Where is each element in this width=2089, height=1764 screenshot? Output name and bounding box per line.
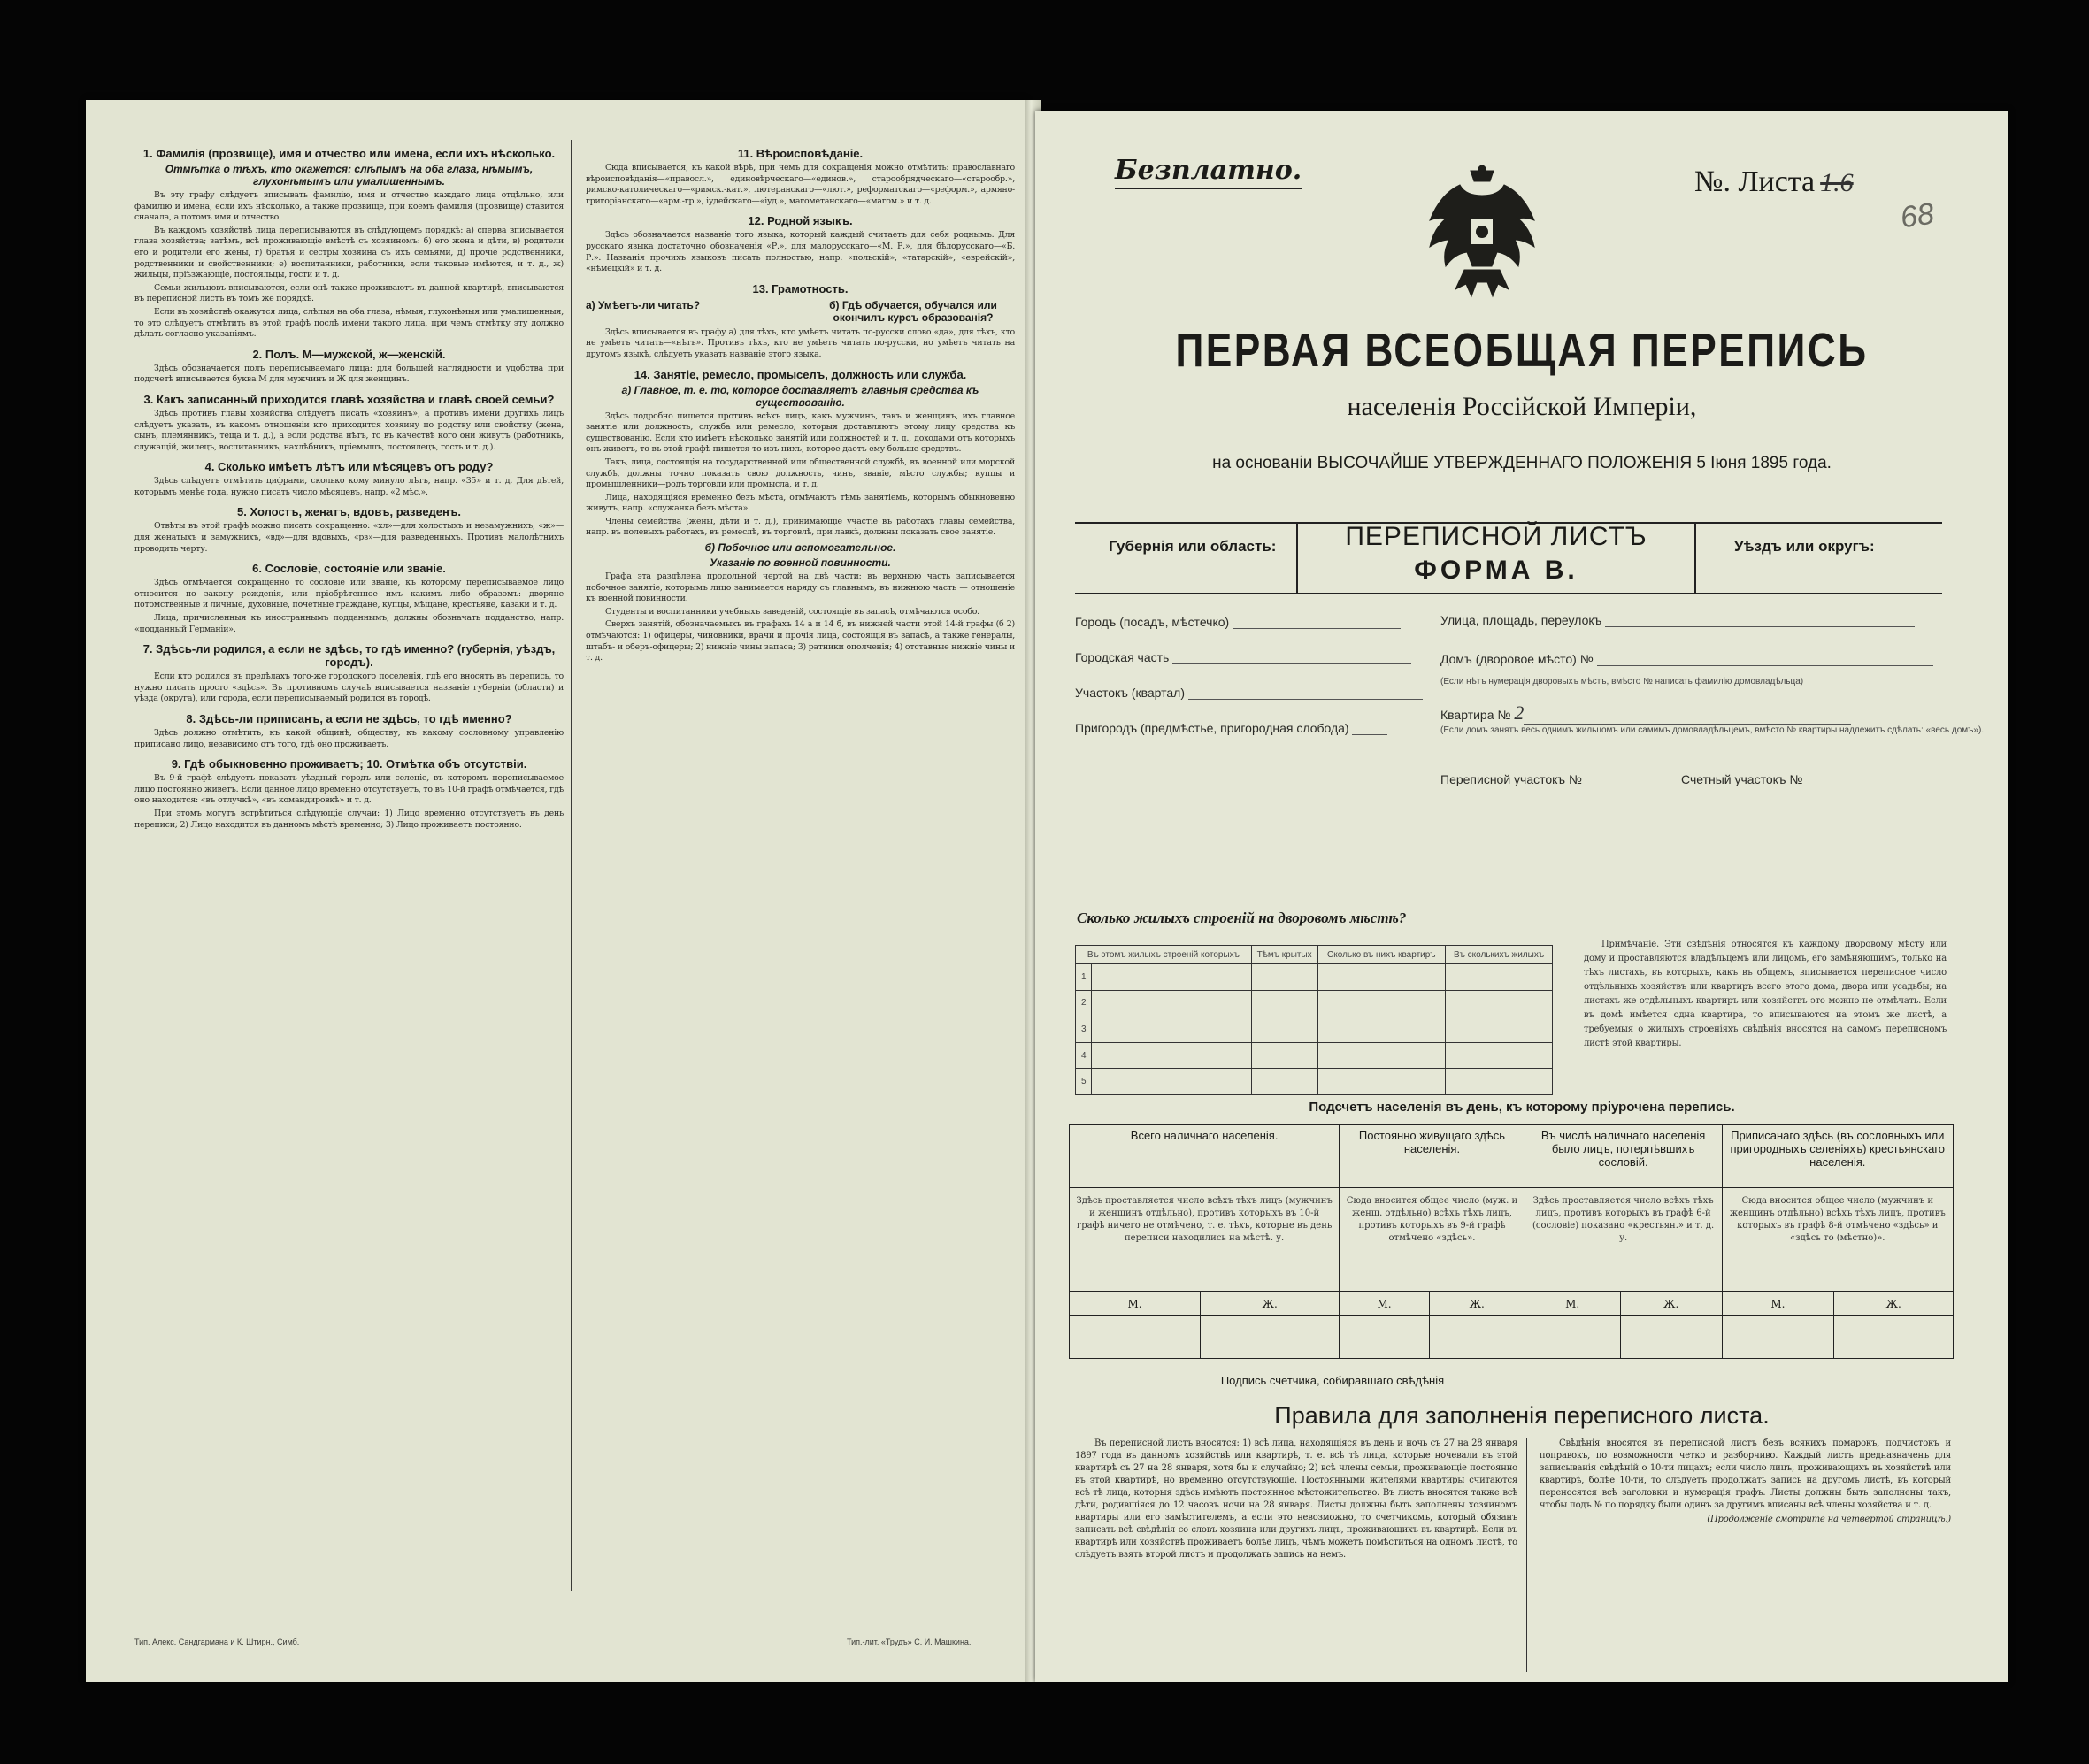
count-cell[interactable] (1525, 1316, 1620, 1359)
column-divider (571, 140, 572, 1591)
census-district-label: Переписной участокъ № (1440, 772, 1582, 786)
section-heading: 11. Вѣроисповѣданіе. (737, 147, 864, 160)
left-page (86, 100, 1026, 1682)
subsection-heading: Отмѣтка о тѣхъ, кто окажется: слѣпымъ на оба глаза, нѣмымъ, глухонѣмымъ или умалишеннымъ. (165, 163, 534, 188)
paragraph: Здѣсь обозначается полъ переписываемаго лица: для большей наглядности и удобства при подсчетѣ вписывается буква М для мужчинъ и Ж для женщинъ. (134, 363, 564, 385)
district-label: Участокъ (квартал) (1075, 686, 1185, 700)
male-header: М. (1070, 1292, 1201, 1316)
district-field[interactable] (1075, 686, 1423, 700)
paragraph: Семьи жильцовъ вписываются, если онѣ также проживаютъ въ данной квартирѣ, вписываются въ переписной листъ въ томъ же порядкѣ. (134, 282, 564, 304)
paragraph: Лица, причисленныя къ иностраннымъ подданнымъ, должны обозначать подданство, напр. «подданный Германіи». (134, 613, 564, 634)
section-heading: 14. Занятіе, ремесло, промыселъ, должность или служба. (634, 367, 967, 381)
count-cell[interactable] (1722, 1316, 1834, 1359)
population-count-table (1069, 1124, 1954, 1359)
table-row: 3 (1076, 1016, 1553, 1043)
paragraph: При этомъ могутъ встрѣтиться слѣдующіе случаи: 1) Лицо временно отсутствуетъ въ день переписи; 2) Лицо находится въ данномъ мѣстѣ временно; 3) Лицо проживаетъ постоянно. (134, 808, 564, 830)
sheet-name: ПЕРЕПИСНОЙ ЛИСТЪ (1345, 522, 1647, 551)
section-heading: 2. Полъ. М—мужской, ж—женскій. (252, 347, 446, 361)
house-field[interactable] (1440, 652, 1933, 666)
paragraph: Здѣсь должно отмѣтить, къ какой общинѣ, обществу, къ какому сословному управленію приписано лицо, независимо отъ того, гдѣ оно проживаетъ. (134, 728, 564, 749)
count-cell[interactable] (1834, 1316, 1954, 1359)
paragraph: Лица, находящіяся временно безъ мѣста, отмѣчаютъ тѣмъ занятіемъ, которымъ обыкновенно живутъ, напр. «служанка безъ мѣста». (586, 492, 1015, 514)
section-heading: 13. Грамотность. (752, 281, 849, 295)
count-col-description: Здѣсь проставляется число всѣхъ тѣхъ лицъ (мужчинъ и женщинъ отдѣльно), противъ которыхъ въ 10-й графѣ ничего не отмѣчено, т. е. тѣхъ, которые въ день переписи находились на мѣстѣ. у. (1070, 1188, 1340, 1292)
count-cell[interactable] (1429, 1316, 1525, 1359)
apartment-label: Квартира № (1440, 708, 1511, 722)
subsection-heading: б) Гдѣ обучается, обучался или окончилъ курсъ образованія? (829, 298, 997, 324)
count-col-header: Всего наличнаго населенія. (1070, 1125, 1340, 1188)
section-heading: 3. Какъ записанный приходится главѣ хозяйства и главѣ своей семьи? (143, 392, 555, 406)
buildings-question: Сколько жилыхъ строеній на дворовомъ мѣстѣ? (1077, 909, 1407, 926)
paragraph: Здѣсь противъ главы хозяйства слѣдуетъ писать «хозяинъ», а противъ имени другихъ лицъ слѣдуетъ указать, въ какомъ отношеніи кто приходится хозяину по родству или свойству (жена, сынъ, племянникъ, теща и т. д.), а если родства нѣтъ, то въ качествѣ кого они живутъ (работникъ, служащій, жилецъ, воспитанникъ, нахлѣбникъ, пріемышъ, постоялецъ, гость и т. д.). (134, 408, 564, 452)
table-row (1070, 1316, 1954, 1359)
free-label: Безплатно. (1115, 155, 1302, 189)
female-header: Ж. (1429, 1292, 1525, 1316)
count-col-description: Сюда вносится общее число (муж. и женщ. отдѣльно) всѣхъ тѣхъ лицъ, противъ которыхъ въ 9-й графѣ отмѣчено «здѣсь». (1340, 1188, 1525, 1292)
city-label: Городъ (посадъ, мѣстечко) (1075, 615, 1230, 629)
paragraph: Графа эта раздѣлена продольной чертой на двѣ части: въ верхнюю часть записывается побочное занятіе, которымъ лицо занимается наряду съ главнымъ, въ нижнюю часть — отношеніе къ военной повинности. (586, 571, 1015, 604)
house-label: Домъ (дворовое мѣсто) № (1440, 652, 1594, 666)
section-heading: 9. Гдѣ обыкновенно проживаетъ; 10. Отмѣтка объ отсутствіи. (171, 757, 527, 771)
female-header: Ж. (1620, 1292, 1722, 1316)
section-heading: 5. Холостъ, женатъ, вдовъ, разведенъ. (237, 505, 461, 519)
suburb-label: Пригородъ (предмѣстье, пригородная слобода) (1075, 721, 1349, 735)
population-count-caption: Подсчетъ населенія въ день, къ которому пріурочена перепись. (1309, 1100, 1735, 1115)
left-column-1 (134, 140, 564, 1599)
table-row: 4 (1076, 1042, 1553, 1069)
header-divider (1694, 522, 1696, 593)
male-header: М. (1525, 1292, 1620, 1316)
form-label: ФОРМА В. (1414, 556, 1578, 585)
uezd-label: Уѣздъ или округъ: (1734, 538, 1875, 555)
buildings-col-header: Тѣмъ крытых (1251, 946, 1317, 964)
paragraph: Въ 9-й графѣ слѣдуетъ показать уѣздный городъ или селеніе, въ которомъ переписываемое лицо постоянно живетъ. Если данное лицо временно отсутствуетъ, то въ 10-й графѣ отмѣчается, гдѣ оно находится: «въ отлучкѣ», «въ командировкѣ» и т. д. (134, 773, 564, 806)
count-col-header: Въ числѣ наличнаго населенія было лицъ, потерпѣвшихъ сословій. (1525, 1125, 1722, 1188)
count-district-label: Счетный участокъ № (1681, 772, 1803, 786)
paragraph: Студенты и воспитанники учебныхъ заведеній, состоящіе въ запасѣ, отмѣчаются особо. (605, 606, 979, 617)
suburb-field[interactable] (1075, 721, 1387, 735)
table-row: 5 (1076, 1069, 1553, 1095)
rules-title: Правила для заполненія переписного листа. (1274, 1402, 1770, 1429)
signature-label: Подпись счетчика, собиравшаго свѣдѣнія (1220, 1374, 1445, 1387)
section-heading: 6. Сословіе, состояніе или званіе. (252, 562, 446, 576)
census-title: ПЕРВАЯ ВСЕОБЩАЯ ПЕРЕПИСЬ (1175, 324, 1869, 377)
paragraph: Такъ, лица, состоящія на государственной или общественной службѣ, въ военной или морской службѣ, должны точно показать свою должность, чинъ, званіе, мѣсто службы; купцы и промышленники—родъ торговли или промысла, и т. д. (586, 456, 1015, 490)
buildings-note: Примѣчаніе. Эти свѣдѣнія относятся къ каждому дворовому мѣсту или дому и проставляются владѣльцемъ или лицомъ, его замѣняющимъ, только на тѣхъ листахъ, въ которыхъ, какъ въ общемъ, вписывается переписное число отдѣльныхъ хозяйствъ или квартиръ всего этого дома, двора или усадьбы; на листахъ же отдѣльныхъ квартиръ или хозяйствъ это можно не отмѣчать. Если въ домѣ имѣется одна квартира, то вписываются на этомъ же листѣ, а требуемыя о жилыхъ строеніяхъ свѣдѣнія вносятся на самомъ переписномъ листѣ этой квартиры. (1584, 940, 1947, 1048)
rules-divider (1526, 1438, 1527, 1672)
gubernia-label: Губернія или область: (1109, 538, 1277, 555)
count-cell[interactable] (1201, 1316, 1340, 1359)
city-part-field[interactable] (1075, 650, 1411, 664)
subsection-heading: Указаніе по военной повинности. (710, 556, 891, 570)
count-col-description: Здѣсь проставляется число всѣхъ тѣхъ лицъ, противъ которыхъ въ графѣ 6-й (сословіе) показано «крестьян.» и т. д. у. (1525, 1188, 1722, 1292)
paragraph: Здѣсь подробно пишется противъ всѣхъ лицъ, какъ мужчинъ, такъ и женщинъ, ихъ главное занятіе или должность, служба или ремесло, которыя доставляютъ этому лицу средства къ существованію. Если кто имѣетъ нѣсколько занятій или должностей и т. д., доходами отъ которыхъ онъ живетъ, то въ этой графѣ пишется то изъ нихъ, которое даетъ ему больше средствъ. (586, 410, 1015, 455)
rules-text: Свѣдѣнія вносятся въ переписной листъ безъ всякихъ помарокъ, подчистокъ и поправокъ, по возможности четко и разборчиво. Каждый листъ предназначенъ для записыванія свѣдѣній о 10-ти лицахъ; если число лицъ, проживающихъ въ хозяйствѣ или квартирѣ, болѣе 10-ти, то слѣдуетъ продолжать запись на другомъ листѣ, въ который переносятся всѣ заголовки и нумерація графъ. Листы должны быть заполнены такъ, чтобы подъ № по порядку были одинъ за другимъ вписаны всѣ члены хозяйства и т. д. (1540, 1438, 1951, 1510)
paragraph: Здѣсь слѣдуетъ отмѣтить цифрами, сколько кому минуло лѣтъ, напр. «35» и т. д. Для дѣтей, которымъ менѣе года, нужно писать число мѣсяцевъ, напр. «2 мѣс.». (134, 476, 564, 497)
counter-signature[interactable] (1035, 1374, 2008, 1387)
count-district-field[interactable] (1681, 772, 1885, 786)
paragraph: Въ эту графу слѣдуетъ вписывать фамилію, имя и отчество каждаго лица отдѣльно, или фамилію и имена, если ихъ нѣсколько, а также прозвище, при коемъ фамилія (прозвище) ставится сначала, а потомъ имя и отчество. (134, 190, 564, 223)
section-heading: 1. Фамилія (прозвище), имя и отчество или имена, если ихъ нѣсколько. (142, 147, 556, 160)
left-column-2 (586, 140, 1015, 1599)
table-row: 2 (1076, 990, 1553, 1016)
paragraph: Отвѣты въ этой графѣ можно писать сокращенно: «хл»—для холостыхъ и незамужнихъ, «ж»—для женатыхъ и замужнихъ, «вд»—для вдовыхъ, «рз»—для разведенныхъ. Противъ малолѣтнихъ проводить черту. (134, 521, 564, 554)
apartment-value: 2 (1514, 702, 1525, 724)
count-cell[interactable] (1340, 1316, 1430, 1359)
paragraph: Сюда вписывается, къ какой вѣрѣ, при чемъ для сокращенія можно отмѣтить: православнаго вѣроисповѣданія—«правосл.», единовѣрческаго—«единов.», старообрядческаго—«старообр.», римско-католическаго—«римск.-кат.», лютеранскаго—«лют.», реформатскаго—«реформ.», армяно-григоріанскаго—«арм.-гр.», іудейскаго—«іуд.», магометанскаго—«магом.» и т. д. (586, 163, 1015, 206)
continued-note: (Продолженіе смотрите на четвертой страницѣ.) (1707, 1515, 1951, 1524)
sheet-number-handwritten: 1.6 (1820, 168, 1854, 197)
rules-column-2 (1540, 1438, 1951, 1676)
section-heading: 8. Здѣсь-ли приписанъ, а если не здѣсь, то гдѣ именно? (186, 712, 512, 725)
section-heading: 7. Здѣсь-ли родился, а если не здѣсь, то гдѣ именно? (губернія, уѣздъ, городъ). (142, 642, 556, 670)
rules-text: Въ переписной листъ вносятся: 1) всѣ лица, находящіяся въ день и ночь съ 27 на 28 января 1897 года въ данномъ хозяйствѣ или квартирѣ, т. е. всѣ тѣ лица, которые ночевали въ этой квартирѣ съ 27 на 28 января, хотя бы и случайно; 2) всѣ члены семьи, проживающіе постоянно въ этой квартирѣ, но временно отсутствующіе. Постоянными жителями квартиры считаются всѣ тѣ лица, которыя здѣсь имѣютъ постоянное мѣстожительство. Въ листъ вносятся также всѣ дѣти, родившіяся до 12 часовъ ночи на 28 января. Листы должны быть заполнены хозяиномъ квартиры или его замѣстителемъ, а если это невозможно, то счетчикомъ, который обязанъ записать всѣ свѣдѣнія со словъ хозяина или другихъ лицъ, проживающихъ въ квартирѣ. Если въ квартирѣ или хозяйствѣ проживаетъ болѣе лицъ, чѣмъ можетъ помѣститься на одномъ листѣ, то слѣдуетъ взять второй листъ и продолжать запись на немъ. (1075, 1438, 1517, 1560)
buildings-col-header: Въ сколькихъ жилыхъ (1446, 946, 1553, 964)
buildings-table (1075, 945, 1553, 1095)
sheet-number-label: №. Листа (1694, 165, 1816, 198)
count-col-header: Приписанаго здѣсь (въ сословныхъ или пригородныхъ селеніяхъ) крестьянскаго населенія. (1722, 1125, 1953, 1188)
buildings-col-header: Сколько въ нихъ квартиръ (1317, 946, 1445, 964)
right-page (1035, 111, 2008, 1682)
printer-imprint-left: Тип. Алекс. Сандгармана и К. Штирн., Симб. (134, 1637, 300, 1646)
subsection-heading: б) Побочное или вспомогательное. (704, 541, 896, 555)
paragraph: Здѣсь отмѣчается сокращенно то сословіе или званіе, къ которому переписываемое лицо относится по закону рожденія, или пріобрѣтенное имъ какимъ либо образомъ: дворяне потомственные и личные, духовные, почетные граждане, купцы, мѣщане, крестьяне, казаки и т. д. (134, 578, 564, 610)
city-field[interactable] (1075, 615, 1401, 629)
paragraph: Если кто родился въ предѣлахъ того-же городского поселенія, гдѣ его вносятъ въ перепись, то нужно писать просто «здѣсь». Въ противномъ случаѣ вписывается названіе губерніи (области) и уѣзда (округа), или города, если переписываемый родился въ городѣ. (134, 671, 564, 704)
legal-basis: на основаніи ВЫСОЧАЙШЕ УТВЕРЖДЕННАГО ПОЛОЖЕНІЯ 5 Іюня 1895 года. (1212, 454, 1832, 472)
subsection-heading: а) Умѣетъ-ли читать? (586, 298, 701, 311)
census-district-field[interactable] (1440, 772, 1621, 786)
female-header: Ж. (1834, 1292, 1954, 1316)
count-cell[interactable] (1070, 1316, 1201, 1359)
street-field[interactable] (1440, 613, 1915, 627)
female-header: Ж. (1201, 1292, 1340, 1316)
apartment-note: (Если домъ занятъ весь однимъ жильцомъ или самимъ домовладѣльцемъ, вмѣсто № квартиры надлежитъ сдѣлать: «весь домъ»). (1440, 725, 1985, 735)
section-heading: 4. Сколько имѣетъ лѣтъ или мѣсяцевъ отъ роду? (204, 460, 494, 474)
male-header: М. (1722, 1292, 1834, 1316)
paragraph: Здѣсь обозначается названіе того языка, который каждый считаетъ для себя роднымъ. Для русскаго языка достаточно обозначенія «Р.», для малорусскаго—«М. Р.», для бѣлорусскаго—«Б. Р.». Названія прочихъ языковъ писать полностью, напр. «польскій», «татарскій», «еврейскій», «нѣмецкій» и т. д. (586, 230, 1015, 274)
city-part-label: Городская часть (1075, 650, 1170, 664)
buildings-col-header: Въ этомъ жилыхъ строеній которыхъ (1076, 946, 1252, 964)
paragraph: Сверхъ занятій, обозначаемыхъ въ графахъ 14 а и 14 б, въ нижней части этой 14-й графы (б 2) отмѣчаются: 1) офицеры, чиновники, врачи и прочія лица, состоящія въ запасѣ, а также генералы, штабъ- и оберъ-офицеры; 2) нижніе чины запаса; 3) ратники ополченія; 4) отставные нижніе чины и т. д. (586, 619, 1015, 663)
printer-imprint-right: Тип.-лит. «Трудъ» С. И. Машкина. (847, 1637, 972, 1646)
street-label: Улица, площадь, переулокъ (1440, 613, 1602, 627)
paragraph: Если въ хозяйствѣ окажутся лица, слѣпыя на оба глаза, нѣмыя, глухонѣмыя или умалишенныя, то это слѣдуетъ отмѣтить въ этой графѣ послѣ имени такого лица, при чемъ отмѣтку эту должно дѣлать согласно указаніямъ. (134, 306, 564, 340)
paragraph: Въ каждомъ хозяйствѣ лица переписываются въ слѣдующемъ порядкѣ: а) сперва вписывается глава хозяйства; затѣмъ, всѣ проживающіе вмѣстѣ съ хозяиномъ: б) его жена и дѣти, в) родители его и родители его жены, г) братья и сестры хозяина съ ихъ семьями, д) прочіе родственники, родственники и свойственники; е) воспитанники, работники, если таковые имѣются, и т. д., ж) жильцы, пріѣзжающіе, постояльцы, гости и т. д. (134, 225, 564, 280)
count-cell[interactable] (1620, 1316, 1722, 1359)
apartment-field[interactable] (1440, 702, 1851, 725)
imperial-eagle-icon (1425, 164, 1540, 305)
header-box (1075, 522, 1942, 594)
rules-column-1 (1075, 1438, 1517, 1676)
house-note: (Если нѣтъ нумерація дворовыхъ мѣстъ, вмѣсто № написать фамилію домовладѣльца) (1440, 677, 1804, 686)
subsection-heading: а) Главное, т. е. то, которое доставляетъ главныя средства къ существованію. (621, 383, 979, 409)
count-col-description: Сюда вносится общее число (мужчинъ и женщинъ отдѣльно) всѣхъ тѣхъ лицъ, противъ которыхъ въ графѣ 8-й отмѣчено «здѣсь» и «здѣсь то (мѣстно)». (1722, 1188, 1953, 1292)
paragraph: Здѣсь вписывается въ графу а) для тѣхъ, кто умѣетъ читать по-русски слово «да», для тѣхъ, кто не умѣетъ читать—«нѣтъ». Противъ тѣхъ, кто не умѣетъ читать по-русски, но умѣетъ читать на другомъ языкѣ, слѣдуетъ указать названіе этого языка. (586, 326, 1015, 359)
subsection-heading-pair (586, 299, 1015, 324)
male-header: М. (1340, 1292, 1430, 1316)
pencil-mark: 68 (1898, 196, 1937, 235)
count-col-header: Постоянно живущаго здѣсь населенія. (1340, 1125, 1525, 1188)
sheet-number (1694, 165, 1854, 199)
section-heading: 12. Родной языкъ. (748, 214, 853, 228)
census-subtitle: населенія Россійской Имперіи, (1347, 392, 1697, 421)
paragraph: Члены семейства (жены, дѣти и т. д.), принимающіе участіе въ работахъ главы семейства, напр. въ полевыхъ работахъ, въ ремеслѣ, въ торговлѣ, при лавкѣ, должны показать свое занятіе. (586, 516, 1015, 538)
table-row: 1 (1076, 964, 1553, 991)
